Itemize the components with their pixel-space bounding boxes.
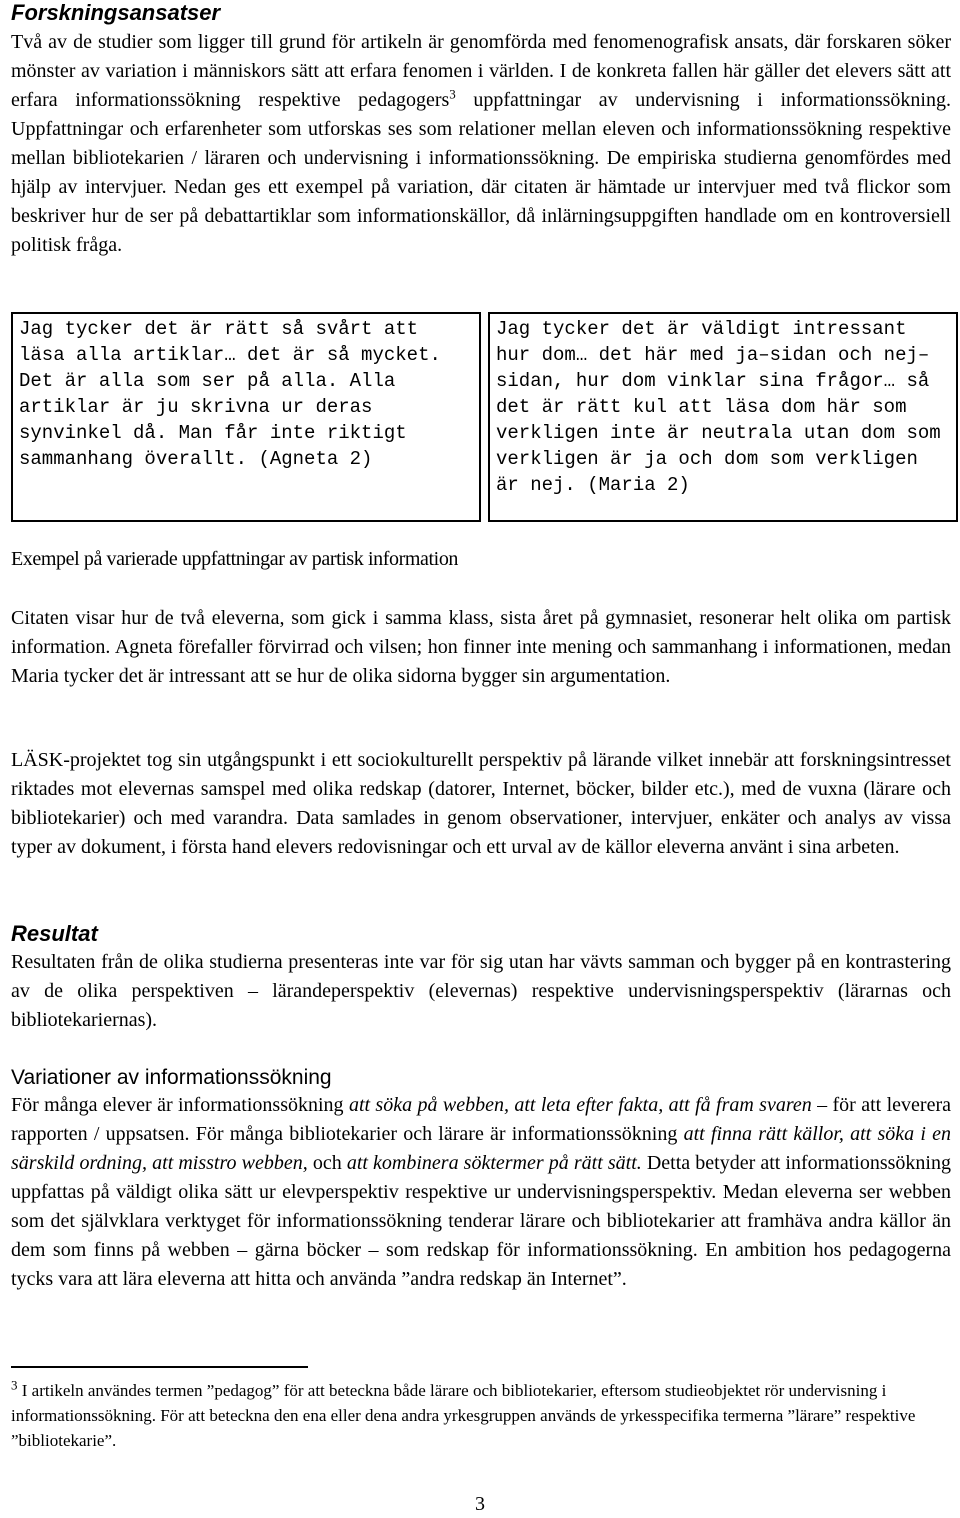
italic-span: att finna rätt källor, att söka i en särskild ordning, att misstro webben, [11,1123,951,1174]
quote-box-maria: Jag tycker det är väldigt intressant hur dom… det här med ja–sidan och nej–sidan, hur dom vinklar sina frågor… så det är rätt kul att läsa dom här som verkligen inte är neutrala utan dom som verkligen är ja och dom som verkligen är nej. (Maria 2) [488,312,958,522]
section-resultat [11,921,951,1035]
section-ansatser [11,0,951,260]
quote-box-agneta: Jag tycker det är rätt så svårt att läsa alla artiklar… det är så mycket. Det är alla som ser på alla. Alla artiklar är ju skrivna ur deras synvinkel då. Man får inte riktigt sammanhang överallt. (Agneta 2) [11,312,481,522]
paragraph-citaten: Citaten visar hur de två eleverna, som gick i samma klass, sista året på gymnasiet, resonerar helt olika om partisk information. Agneta förefaller förvirrad och vilsen; hon finner inte mening och sammanhang i informationen, medan Maria tycker det är intressant att se hur de olika sidorna bygger sin argumentation. [11,607,951,687]
paragraph-ansatser-part1: Två av de studier som ligger till grund för artikeln är genomförda med fenomenografisk ansats, där forskaren söker mönster av variation i människors sätt att erfara fenomen i världen. I de konkreta fallen här gäller det elevers sätt att erfara informationssökning respektive pedagogers [11,31,951,111]
italic-span: att söka på webben, att leta efter fakta, att få fram svaren [348,1094,812,1116]
footnote-text: I artikeln användes termen ”pedagog” för att beteckna både lärare och bibliotekarier, eftersom studieobjektet rör undervisning i informationssökning. För att beteckna den ena eller dena andra yrkesgruppen används de yrkesspecifika termerna ”lärare” respektive ”bibliotekarie”. [11,1381,916,1450]
paragraph-ansatser-part2: uppfattningar av undervisning i informationssökning. Uppfattningar och erfarenheter som utforskas ses som relationer mellan eleven och informationssökning respektive mellan bibliotekarien / läraren och undervisning i informationssökning. De empiriska studierna genomfördes med hjälp av intervjuer. Nedan ges ett exempel på variation, där citaten är hämtade ur intervjuer med två flickor som beskriver hur de ser på debattartiklar som informationskällor, då inlärningsuppgiften handlade om en kontroversiell politisk fråga. [11,89,951,256]
footnote [11,1378,951,1453]
text-span: och [307,1152,347,1174]
paragraph-lask: LÄSK-projektet tog sin utgångspunkt i ett sociokulturellt perspektiv på lärande vilket innebär att forskningsintresset riktades mot elevernas samspel med olika redskap (datorer, Internet, böcker, bilder etc.), med de vuxna (lärare och bibliotekarier) och med varandra. Data samlades in genom observationer, intervjuer, enkäter och analys av vissa typer av dokument, i första hand elevers redovisningar och ett urval av de källor eleverna använt i sina arbeten. [11,749,951,858]
footnote-divider [11,1366,308,1368]
text-span: Detta betyder att informationssökning uppfattas på väldigt olika sätt ur elevperspektiv respektive ur undervisningsperspektiv. Medan eleverna ser webben som det självklara verktyget för informationssökning tenderar lärare och bibliotekarier att framhäva andra källor än dem som finns på webben – gärna böcker – som redskap för informationssökning. En ambition hos pedagogerna tycks vara att lära eleverna att hitta och använda ”andra redskap än Internet”. [11,1152,951,1290]
footnote-ref: 3 [449,86,456,102]
section-heading-resultat: Resultat [11,921,98,946]
paragraph-variationer [11,1091,951,1294]
page-number: 3 [475,1493,485,1515]
italic-span: att kombinera söktermer på rätt sätt. [346,1152,642,1174]
quote-boxes [11,312,958,522]
paragraph-ansatser [11,28,951,260]
text-span: För många elever är informationssökning [11,1094,349,1116]
paragraph-resultat: Resultaten från de olika studierna presenteras inte var för sig utan har vävts samman och bygger på en kontrastering av de olika perspektiven – lärandeperspektiv (elevernas) respektive undervisningsperspektiv (lärarnas och bibliotekariernas). [11,951,951,1031]
section-heading-variationer: Variationer av informationssökning [11,1066,332,1089]
text-span: – för att leverera rapporten / uppsatsen. För många bibliotekarier och lärare är informationssökning [11,1094,951,1145]
footnote-marker: 3 [11,1377,18,1393]
section-heading-ansatser: Forskningsansatser [11,0,221,25]
section-variationer [11,1065,951,1294]
quote-caption: Exempel på varierade uppfattningar av partisk information [11,548,459,570]
